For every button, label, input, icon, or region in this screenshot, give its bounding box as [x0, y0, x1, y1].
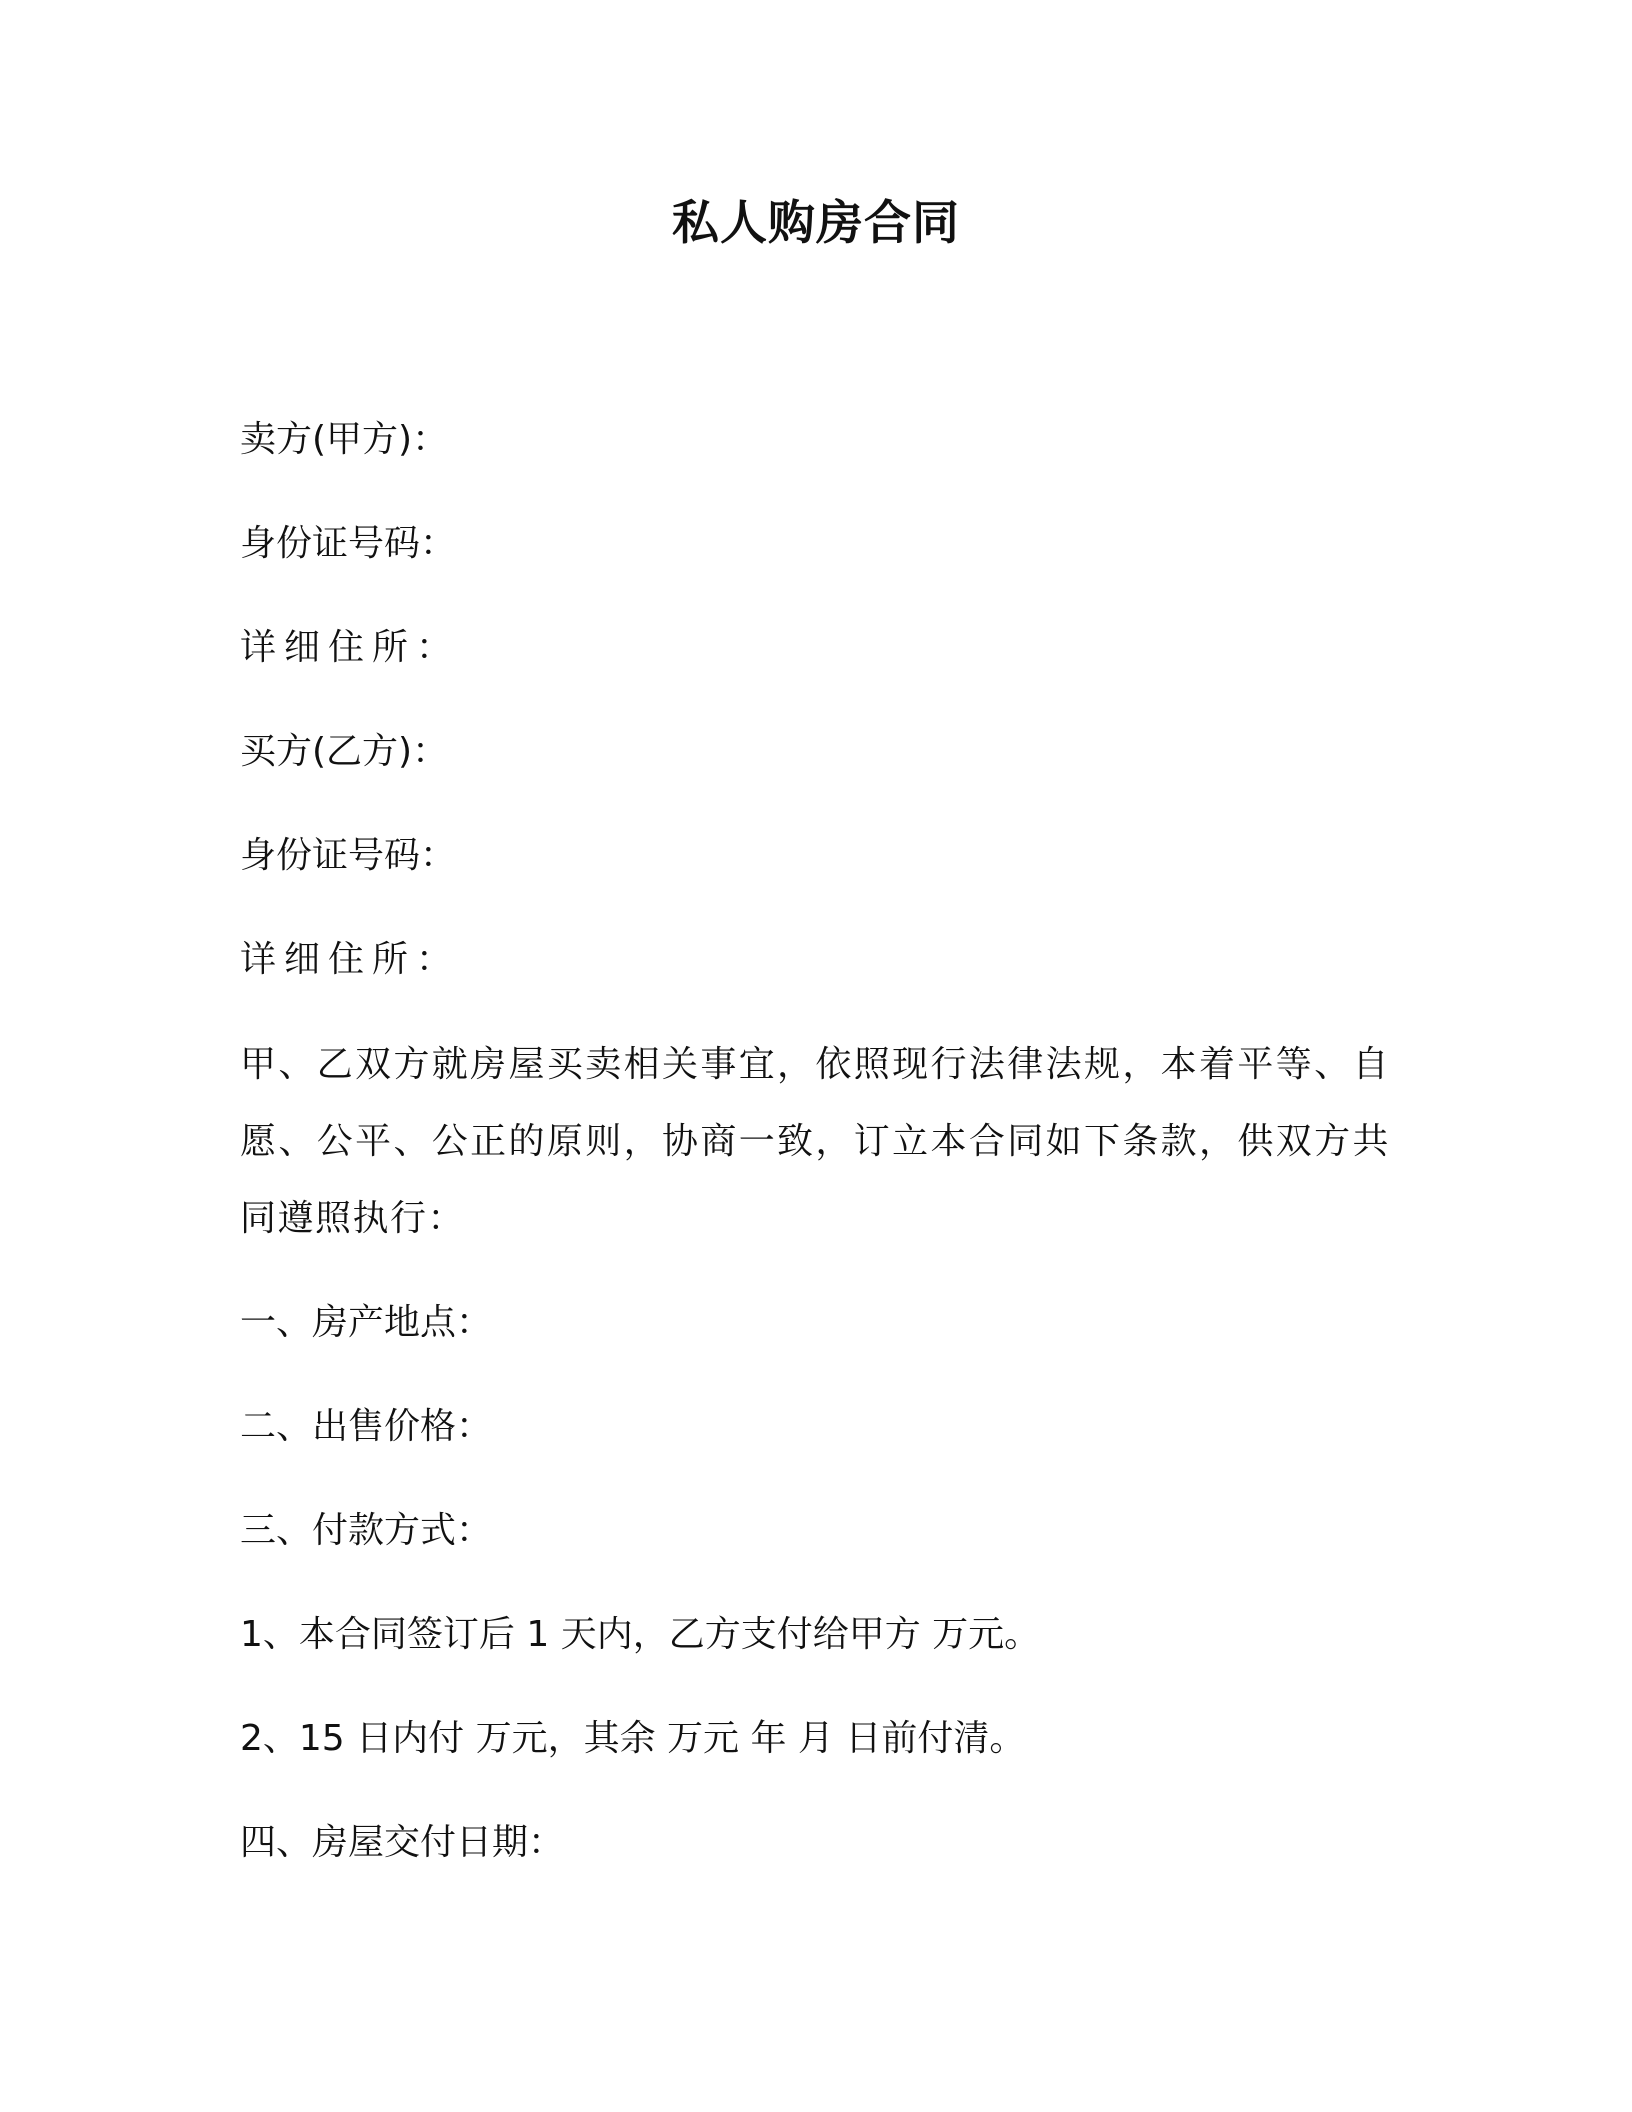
- payment-term-2: 2、15 日内付 万元，其余 万元 年 月 日前付清。: [240, 1718, 1026, 1759]
- clause-delivery-date: 四、房屋交付日期：: [240, 1822, 565, 1863]
- clause-sale-price: 二、出售价格：: [240, 1406, 493, 1447]
- preamble-paragraph: 甲、乙双方就房屋买卖相关事宜，依照现行法律法规，本着平等、自愿、公平、公正的原则，协商一致，订立本合同如下条款，供双方共同遵照执行：: [240, 1044, 1390, 1239]
- payment-term-1: 1、本合同签订后 1 天内，乙方支付给甲方 万元。: [240, 1614, 1041, 1655]
- buyer-label: 买方(乙方)：: [240, 731, 449, 772]
- clause-property-location: 一、房产地点：: [240, 1302, 493, 1343]
- seller-label: 卖方(甲方)：: [240, 419, 449, 460]
- clause-payment-method: 三、付款方式：: [240, 1510, 493, 1551]
- buyer-address-label: 详细住所：: [240, 939, 461, 980]
- buyer-id-label: 身份证号码：: [240, 835, 457, 876]
- seller-id-label: 身份证号码：: [240, 523, 457, 564]
- document-title: 私人购房合同: [672, 196, 960, 251]
- document-body: [240, 416, 1390, 1923]
- seller-address-label: 详细住所：: [240, 627, 461, 668]
